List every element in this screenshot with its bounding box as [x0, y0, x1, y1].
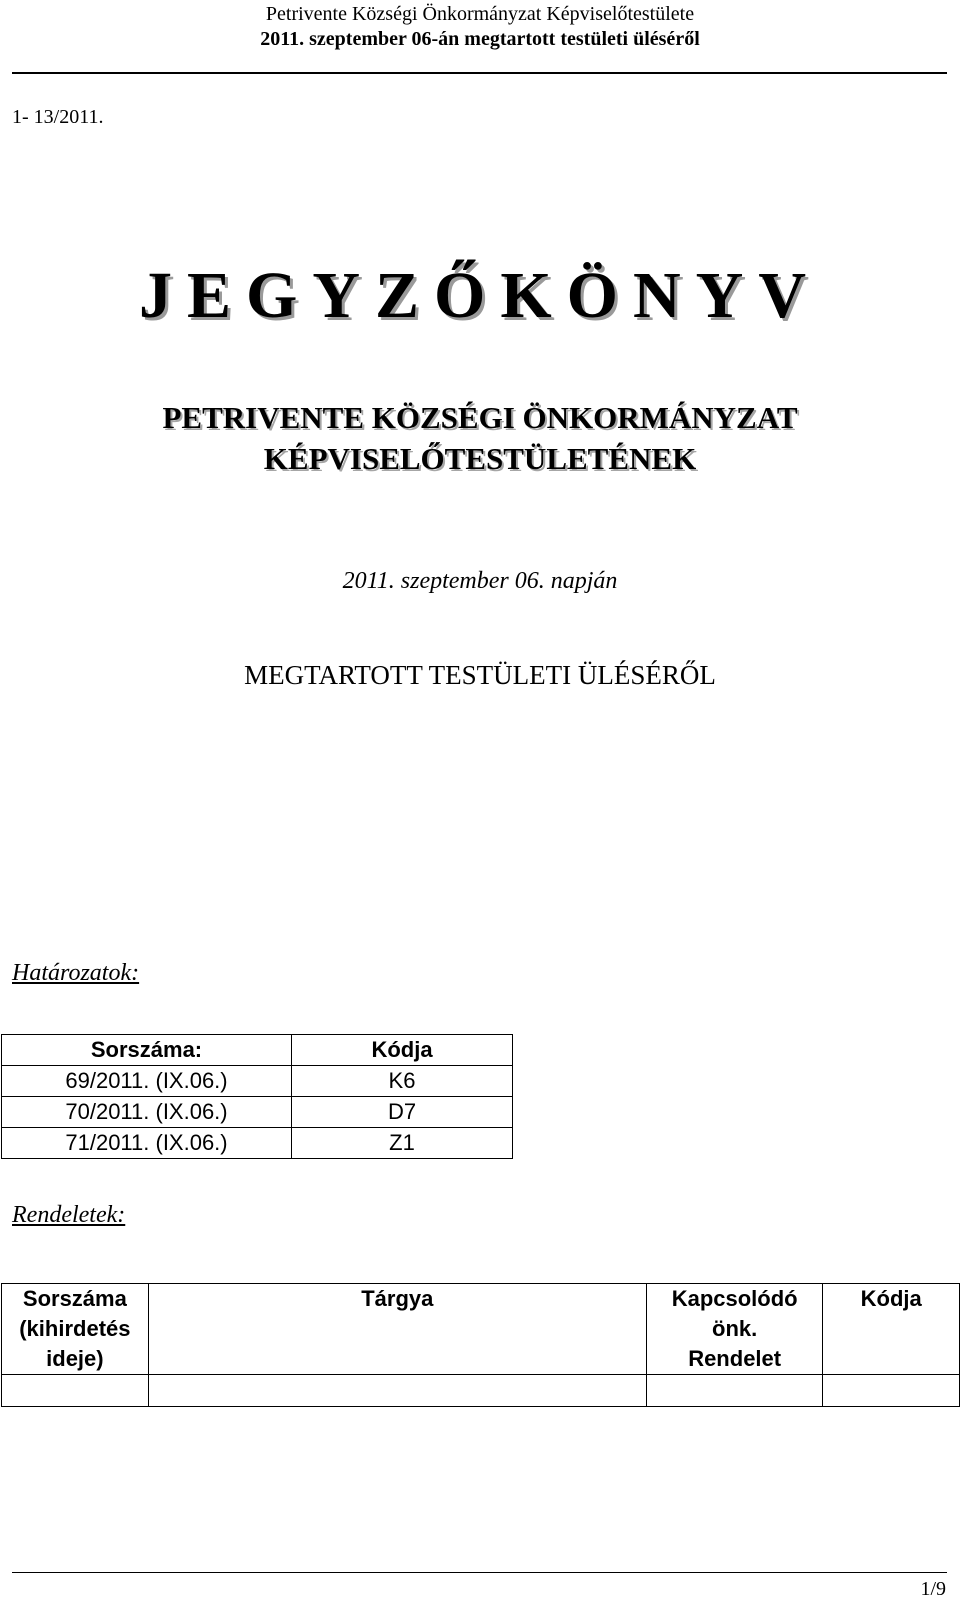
table-cell	[823, 1375, 960, 1407]
table-row	[2, 1375, 960, 1407]
page-title: JEGYZŐKÖNYV	[138, 259, 822, 332]
rendeletek-label: Rendeletek:	[12, 1202, 126, 1228]
header-cell-line: ideje)	[46, 1346, 104, 1371]
table-row	[2, 1097, 513, 1128]
header-cell-line: Rendelet	[688, 1346, 782, 1371]
subtitle-line-2: KÉPVISELŐTESTÜLETÉNEK	[263, 441, 697, 476]
meeting-date: 2011. szeptember 06. napján	[342, 568, 618, 594]
header-cell-targya	[148, 1284, 646, 1375]
header-cell-kodja: Kódja	[292, 1035, 513, 1066]
header-cell-line: önk.	[712, 1316, 758, 1341]
table-cell-sorszam: 69/2011. (IX.06.)	[2, 1066, 292, 1097]
table-cell	[646, 1375, 823, 1407]
table-row	[2, 1128, 513, 1159]
table-cell-sorszam: 71/2011. (IX.06.)	[2, 1128, 292, 1159]
table-cell	[148, 1375, 646, 1407]
table-cell	[2, 1375, 149, 1407]
hatarozatok-table	[1, 1034, 513, 1159]
header-line-1: Petrivente Községi Önkormányzat Képviselőtestülete	[265, 3, 695, 25]
rendeletek-table	[1, 1283, 960, 1407]
table-cell-kod: D7	[292, 1097, 513, 1128]
page-number: 1/9	[920, 1578, 946, 1600]
table-header-row	[2, 1035, 513, 1066]
header-line-2: 2011. szeptember 06-án megtartott testületi üléséről	[260, 28, 700, 50]
table-cell-kod: K6	[292, 1066, 513, 1097]
header-divider	[12, 72, 947, 74]
meeting-caption: MEGTARTOTT TESTÜLETI ÜLÉSÉRŐL	[244, 660, 716, 690]
table-header-row	[2, 1284, 960, 1375]
header-cell-kodja	[823, 1284, 960, 1375]
subtitle-line-1: PETRIVENTE KÖZSÉGI ÖNKORMÁNYZAT	[162, 400, 798, 435]
hatarozatok-label: Határozatok:	[12, 960, 140, 986]
header-cell-line: Kapcsolódó	[671, 1286, 798, 1311]
footer-divider	[12, 1572, 947, 1573]
header-cell-line: Sorszáma	[22, 1286, 127, 1311]
header-cell-sorszama	[2, 1284, 149, 1375]
table-row	[2, 1066, 513, 1097]
table-cell-sorszam: 70/2011. (IX.06.)	[2, 1097, 292, 1128]
table-cell-kod: Z1	[292, 1128, 513, 1159]
header-cell-line: Kódja	[860, 1286, 922, 1311]
header-cell-line: Tárgya	[361, 1286, 434, 1311]
header-cell-kapcsolodo	[646, 1284, 823, 1375]
header-cell-sorszama: Sorszáma:	[2, 1035, 292, 1066]
document-number: 1- 13/2011.	[12, 106, 104, 128]
header-cell-line: (kihirdetés	[19, 1316, 131, 1341]
